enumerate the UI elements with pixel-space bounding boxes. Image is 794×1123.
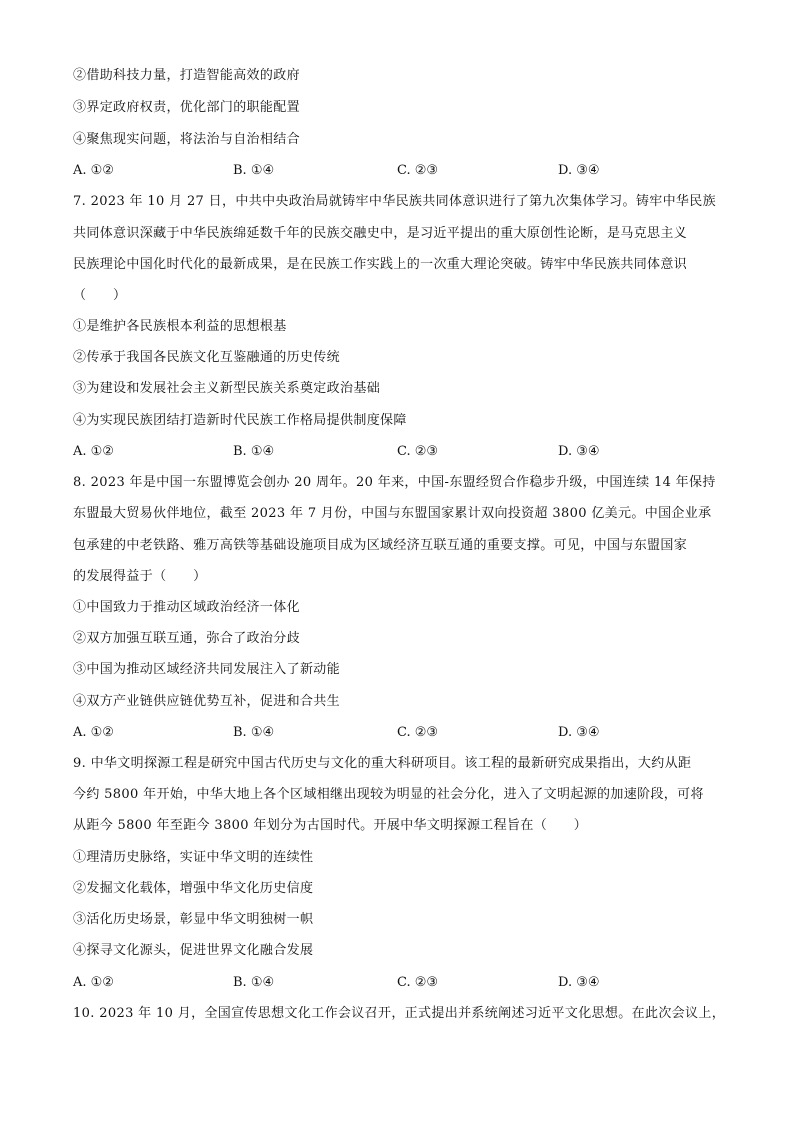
q9-item-1: ①理清历史脉络，实证中华文明的连续性 bbox=[73, 850, 314, 865]
q6-item-3: ③界定政府权责，优化部门的职能配置 bbox=[73, 100, 300, 115]
q8-stem-line-1: 8. 2023 年是中国一东盟博览会创办 20 周年。20 年来，中国-东盟经贸合作稳步升级，中国连续 14 年保持 bbox=[73, 475, 716, 490]
q6-option-a: A. ①② bbox=[73, 163, 114, 178]
q9-item-4: ④探寻文化源头，促进世界文化融合发展 bbox=[73, 943, 314, 958]
q10-stem-line-1: 10. 2023 年 10 月，全国宣传思想文化工作会议召开，正式提出并系统阐述习近平文化思想。在此次会议上， bbox=[73, 1006, 726, 1021]
q9-item-3: ③活化历史场景，彰显中华文明独树一帜 bbox=[73, 912, 314, 927]
q7-item-1: ①是维护各民族根本利益的思想根基 bbox=[73, 319, 287, 334]
q8-item-4: ④双方产业链供应链优势互补，促进和合共生 bbox=[73, 694, 341, 709]
q7-option-c: C. ②③ bbox=[397, 444, 439, 459]
q8-option-c: C. ②③ bbox=[397, 725, 439, 740]
q8-option-d: D. ③④ bbox=[558, 725, 600, 740]
q9-option-b: B. ①④ bbox=[233, 975, 275, 990]
q8-options bbox=[73, 725, 728, 741]
q9-stem-line-3: 从距今 5800 年至距今 3800 年划分为古国时代。开展中华文明探源工程旨在（ ） bbox=[73, 818, 588, 833]
q7-stem-line-1: 7. 2023 年 10 月 27 日，中共中央政治局就铸牢中华民族共同体意识进行了第九次集体学习。铸牢中华民族 bbox=[73, 194, 716, 209]
q6-item-4: ④聚焦现实问题，将法治与自治相结合 bbox=[73, 132, 300, 147]
q8-item-3: ③中国为推动区域经济共同发展注入了新动能 bbox=[73, 662, 341, 677]
q8-stem-line-3: 包承建的中老铁路、雅万高铁等基础设施项目成为区域经济互联互通的重要支撑。可见，中国与东盟国家 bbox=[73, 538, 688, 553]
q7-stem-line-4: （ ） bbox=[73, 288, 127, 303]
q8-option-a: A. ①② bbox=[73, 725, 114, 740]
q6-item-2: ②借助科技力量，打造智能高效的政府 bbox=[73, 68, 300, 83]
q7-item-2: ②传承于我国各民族文化互鉴融通的历史传统 bbox=[73, 350, 341, 365]
q8-stem-line-4: 的发展得益于（ ） bbox=[73, 569, 207, 584]
q7-item-3: ③为建设和发展社会主义新型民族关系奠定政治基础 bbox=[73, 381, 381, 396]
q9-stem-line-2: 今约 5800 年开始，中华大地上各个区域相继出现较为明显的社会分化，进入了文明起源的加速阶段，可将 bbox=[73, 787, 704, 802]
q6-option-d: D. ③④ bbox=[558, 163, 600, 178]
q9-stem-line-1: 9. 中华文明探源工程是研究中国古代历史与文化的重大科研项目。该工程的最新研究成果指出，大约从距 bbox=[73, 756, 692, 771]
q7-stem-line-3: 民族理论中国化时代化的最新成果，是在民族工作实践上的一次重大理论突破。铸牢中华民族共同体意识 bbox=[73, 257, 688, 272]
q7-option-a: A. ①② bbox=[73, 444, 114, 459]
q8-stem-line-2: 东盟最大贸易伙伴地位，截至 2023 年 7 月份，中国与东盟国家累计双向投资超 3800 亿美元。中国企业承 bbox=[73, 506, 712, 521]
q7-option-d: D. ③④ bbox=[558, 444, 600, 459]
q7-option-b: B. ①④ bbox=[233, 444, 275, 459]
q9-item-2: ②发掘文化载体，增强中华文化历史信度 bbox=[73, 881, 314, 896]
q8-item-1: ①中国致力于推动区域政治经济一体化 bbox=[73, 600, 300, 615]
q6-option-b: B. ①④ bbox=[233, 163, 275, 178]
q8-option-b: B. ①④ bbox=[233, 725, 275, 740]
q6-option-c: C. ②③ bbox=[397, 163, 439, 178]
q9-option-a: A. ①② bbox=[73, 975, 114, 990]
q9-options bbox=[73, 975, 728, 991]
q9-option-c: C. ②③ bbox=[397, 975, 439, 990]
q7-item-4: ④为实现民族团结打造新时代民族工作格局提供制度保障 bbox=[73, 413, 407, 428]
q7-stem-line-2: 共同体意识深藏于中华民族绵延数千年的民族交融史中，是习近平提出的重大原创性论断，是马克思主义 bbox=[73, 226, 688, 241]
q7-options bbox=[73, 444, 728, 460]
q9-option-d: D. ③④ bbox=[558, 975, 600, 990]
q6-options bbox=[73, 163, 728, 179]
q8-item-2: ②双方加强互联互通，弥合了政治分歧 bbox=[73, 631, 300, 646]
